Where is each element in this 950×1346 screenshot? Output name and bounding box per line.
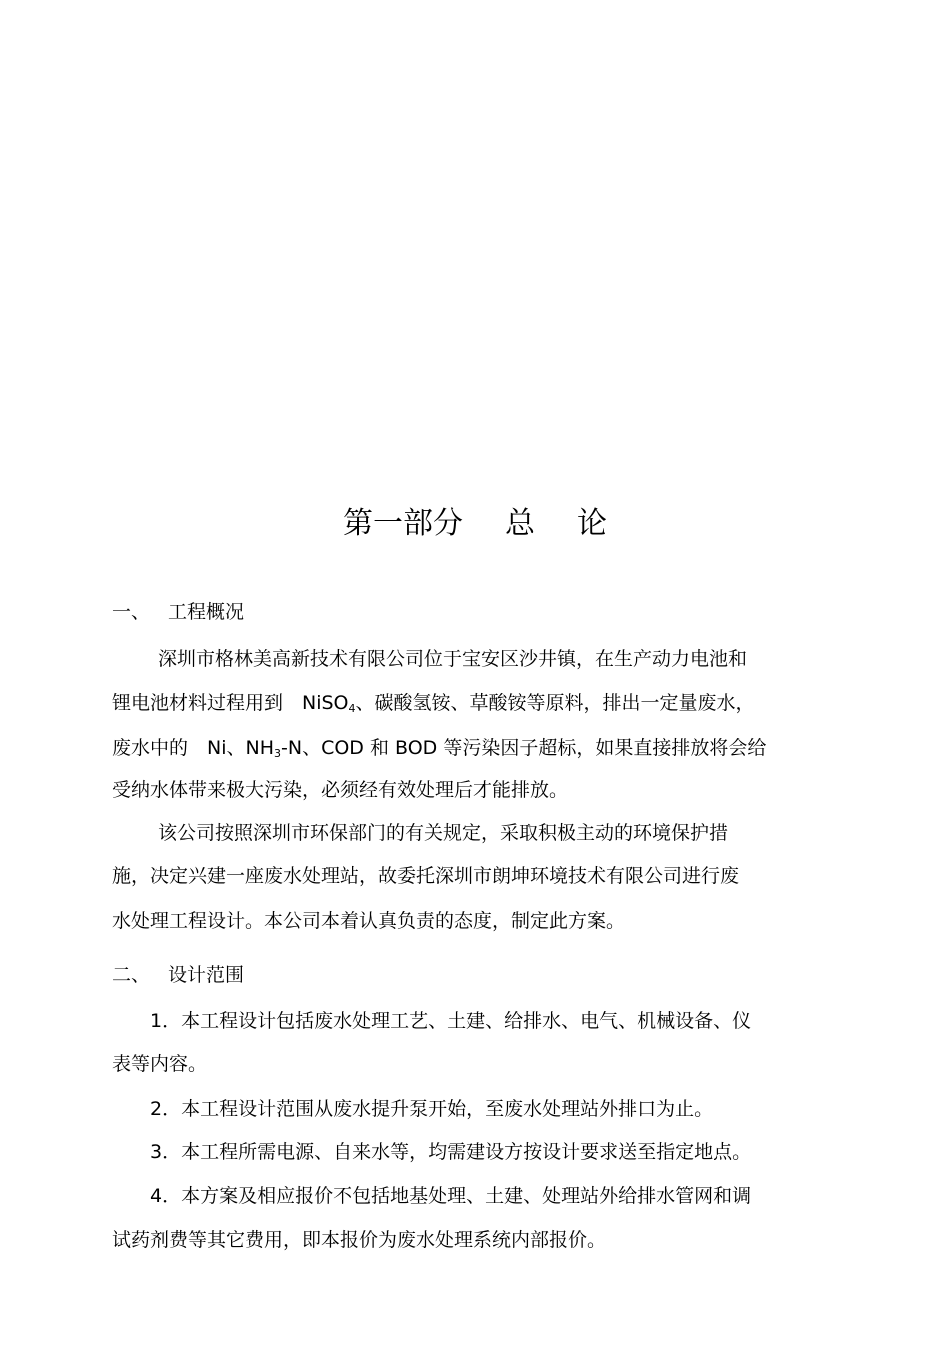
scope-item-2: 2．本工程设计范围从废水提升泵开始，至废水处理站外排口为止。 [150,1098,714,1120]
paragraph-1-line-1: 深圳市格林美高新技术有限公司位于宝安区沙井镇，在生产动力电池和 [158,648,748,670]
paragraph-2-line-3: 水处理工程设计。本公司本着认真负责的态度，制定此方案。 [112,910,626,932]
subscript-4: 4 [348,702,356,715]
section-1-number: 一、 [112,601,151,623]
paragraph-2-line-2: 施，决定兴建一座废水处理站，故委托深圳市朗坤环境技术有限公司进行废 [112,865,740,887]
title-word-2: 论 [577,506,607,541]
subscript-3: 3 [274,747,281,760]
section-2-heading [112,961,244,989]
section-1-heading [112,598,244,626]
paragraph-2-line-1: 该公司按照深圳市环保部门的有关规定，采取积极主动的环境保护措 [158,822,729,844]
paragraph-1-line-2-text-b: 、碳酸氢铵、草酸铵等原料，排出一定量废水， [355,692,755,714]
scope-item-1-line-2: 表等内容。 [112,1053,208,1075]
paragraph-1-line-3 [112,734,766,762]
paragraph-1-line-3-text-a: 废水中的 Ni、NH [112,737,274,759]
paragraph-1-line-2-text-a: 锂电池材料过程用到 NiSO [112,692,349,714]
paragraph-1-line-4: 受纳水体带来极大污染，必须经有效处理后才能排放。 [112,779,569,801]
section-1-title: 工程概况 [168,601,245,623]
paragraph-1-line-2 [112,689,755,717]
paragraph-1-line-3-text-b: -N、COD 和 BOD 等污染因子超标，如果直接排放将会给 [281,737,767,759]
title-part: 第一部分 [343,506,463,541]
scope-item-4-line-1: 4．本方案及相应报价不包括地基处理、土建、处理站外给排水管网和调 [150,1185,752,1207]
scope-item-3: 3．本工程所需电源、自来水等，均需建设方按设计要求送至指定地点。 [150,1141,752,1163]
title-word-1: 总 [505,506,535,541]
scope-item-4-line-2: 试药剂费等其它费用，即本报价为废水处理系统内部报价。 [112,1229,607,1251]
section-2-number: 二、 [112,964,151,986]
page-title [0,502,950,546]
scope-item-1-line-1: 1．本工程设计包括废水处理工艺、土建、给排水、电气、机械设备、仪 [150,1010,752,1032]
section-2-title: 设计范围 [168,964,245,986]
